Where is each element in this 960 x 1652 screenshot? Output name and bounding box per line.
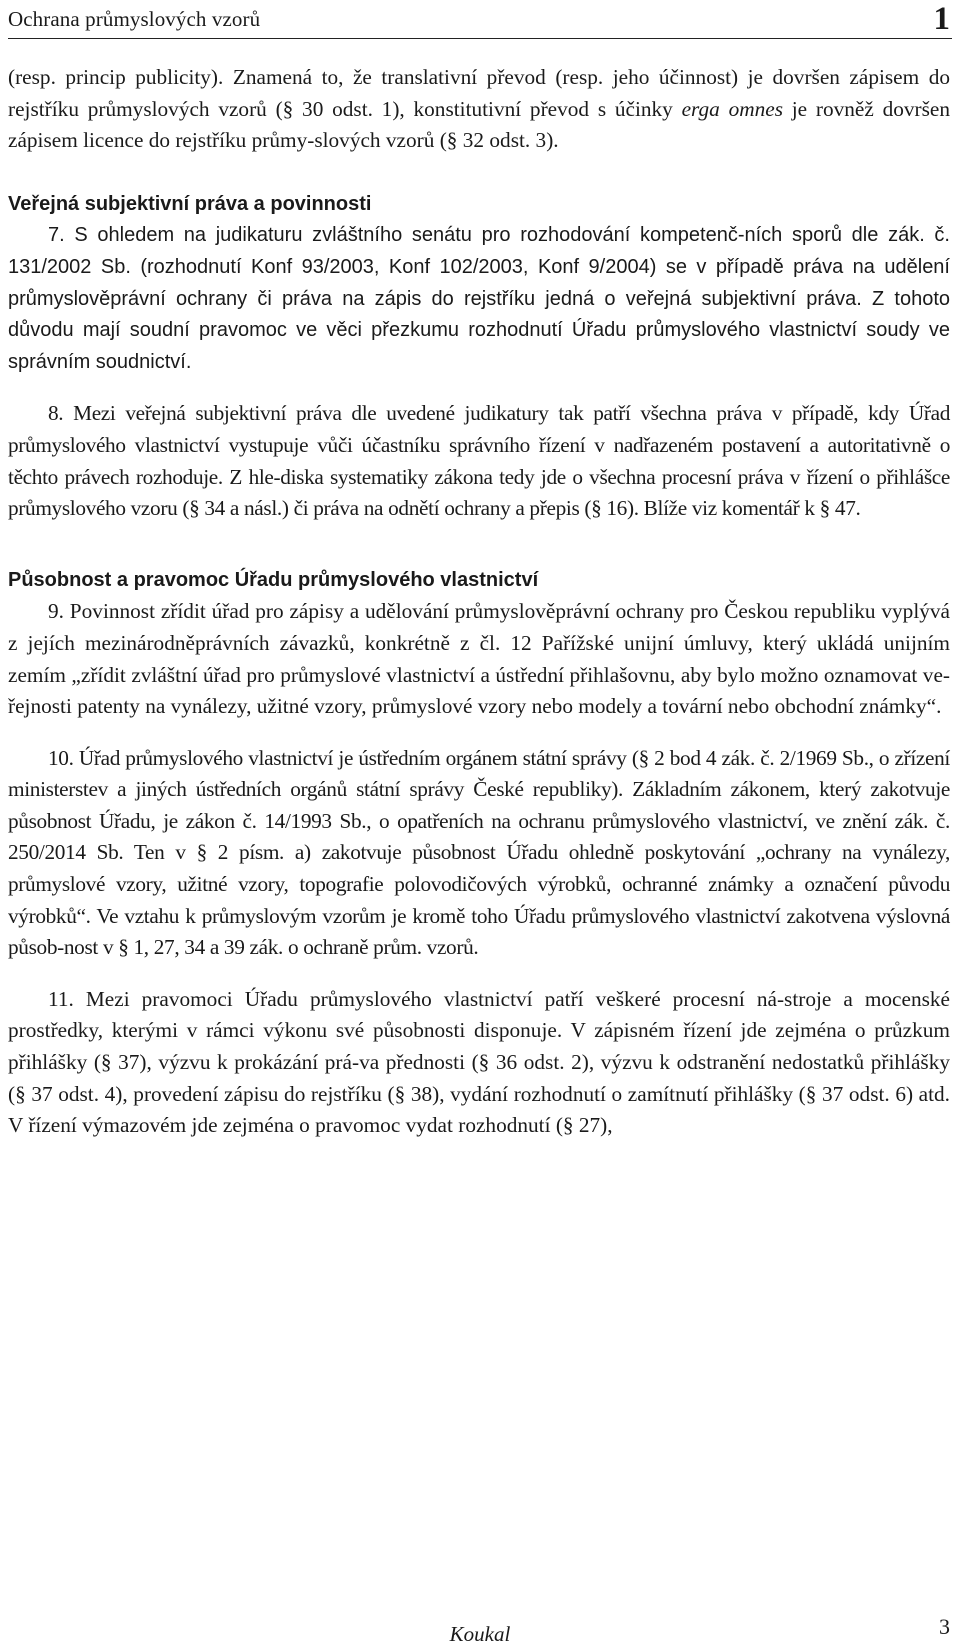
paragraph-8: 8. Mezi veřejná subjektivní práva dle uvedené judikatury tak patří všechna práva v případě, kdy Úřad průmyslového vlastnictví vystupuje vůči účastníku správního řízení v nadřazeném postavení a autoritativně o těchto právech rozhoduje. Z hle-diska systematiky zákona tedy jde o všechna procesní práva v řízení o přihlášce průmyslového vzoru (§ 34 a násl.) či práva na odnětí ochrany a přepis (§ 16). Blíže viz komentář k § 47. <box>8 401 950 521</box>
intro-text-part2: je rovněž dovršen zápisem licence do rejstříku průmy-slových vzorů (§ 32 odst. 3). <box>8 96 950 153</box>
page-number: 3 <box>939 1614 950 1639</box>
running-header <box>8 1 952 39</box>
paragraph-7: 7. S ohledem na judikaturu zvláštního senátu pro rozhodování kompetenč-ních sporů dle zák. č. 131/2002 Sb. (rozhodnutí Konf 93/2003, Konf 102/2003, Konf 9/2004) se v případě práva na udělení průmyslověprávní ochrany či práva na zápis do rejstříku jedná o veřejná subjektivní práva. Z tohoto důvodu mají soudní pravomoc ve věci přezkumu rozhodnutí Úřadu průmyslového vlastnictví soudy ve správním soudnictví. <box>8 224 950 373</box>
intro-paragraph <box>8 62 950 157</box>
chapter-number: 1 <box>933 1 950 37</box>
body-text <box>8 62 950 1142</box>
intro-italic-term: erga omnes <box>681 96 783 121</box>
running-title: Ochrana průmyslových vzorů <box>8 7 261 31</box>
paragraph-11: 11. Mezi pravomoci Úřadu průmyslového vlastnictví patří veškeré procesní ná-stroje a mocenské prostředky, kterými v rámci výkonu své působnosti disponuje. V zápisném řízení jde zejména o průzkum přihlášky (§ 37), výzvu k prokázání prá-va přednosti (§ 36 odst. 2), výzvu k odstranění nedostatků přihlášky (§ 37 odst. 4), provedení zápisu do rejstříku (§ 38), vydání rozhodnutí o zamítnutí přihlášky (§ 37 odst. 6) atd. V řízení výmazovém jde zejména o pravomoc vydat rozhodnutí (§ 27), <box>8 986 950 1138</box>
section-heading-subjective-rights: Veřejná subjektivní práva a povinnosti <box>8 192 372 215</box>
intro-text-part1: (resp. princip publicity). Znamená to, že translativní převod (resp. jeho účinnost) je dovršen zápisem do rejstříku průmyslových vzorů (§ 30 odst. 1), konstitutivní převod s účinky <box>8 65 950 121</box>
page-footer <box>8 1612 952 1652</box>
paragraph-10: 10. Úřad průmyslového vlastnictví je ústředním orgánem státní správy (§ 2 bod 4 zák. č. 2/1969 Sb., o zřízení ministerstev a jiných ústředních orgánů státní správy České republiky). Základním zákonem, který zakotvuje působnost Úřadu, je zákon č. 14/1993 Sb., o opatřeních na ochranu průmyslového vlastnictví, ve znění zák. č. 250/2014 Sb. Ten v § 2 písm. a) zakotvuje působnost Úřadu ohledně poskytování „ochrany na vynálezy, průmyslové vzory, užitné vzory, topografie polovodičových výrobků, ochranné známky a označení původu výrobků“. Ve vztahu k průmyslovým vzorům je kromě toho Úřadu průmyslového vlastnictví zakotvena výslovná působ-nost v § 1, 27, 34 a 39 zák. o ochraně prům. vzorů. <box>8 745 950 960</box>
footer-author: Koukal <box>449 1622 511 1646</box>
section-heading-office-competence: Působnost a pravomoc Úřadu průmyslového vlastnictví <box>8 568 539 591</box>
paragraph-9: 9. Povinnost zřídit úřad pro zápisy a udělování průmyslověprávní ochrany pro Českou republiku vyplývá z jejích mezinárodněprávních závazků, konkrétně z čl. 12 Pařížské unijní úmluvy, který ukládá unijním zemím „zřídit zvláštní úřad pro průmyslové vlastnictví a ústřední přihlašovnu, aby bylo možno oznamovat ve-řejnosti patenty na vynálezy, užitné vzory, průmyslové vzory nebo modely a tovární nebo obchodní známky“. <box>8 599 950 719</box>
